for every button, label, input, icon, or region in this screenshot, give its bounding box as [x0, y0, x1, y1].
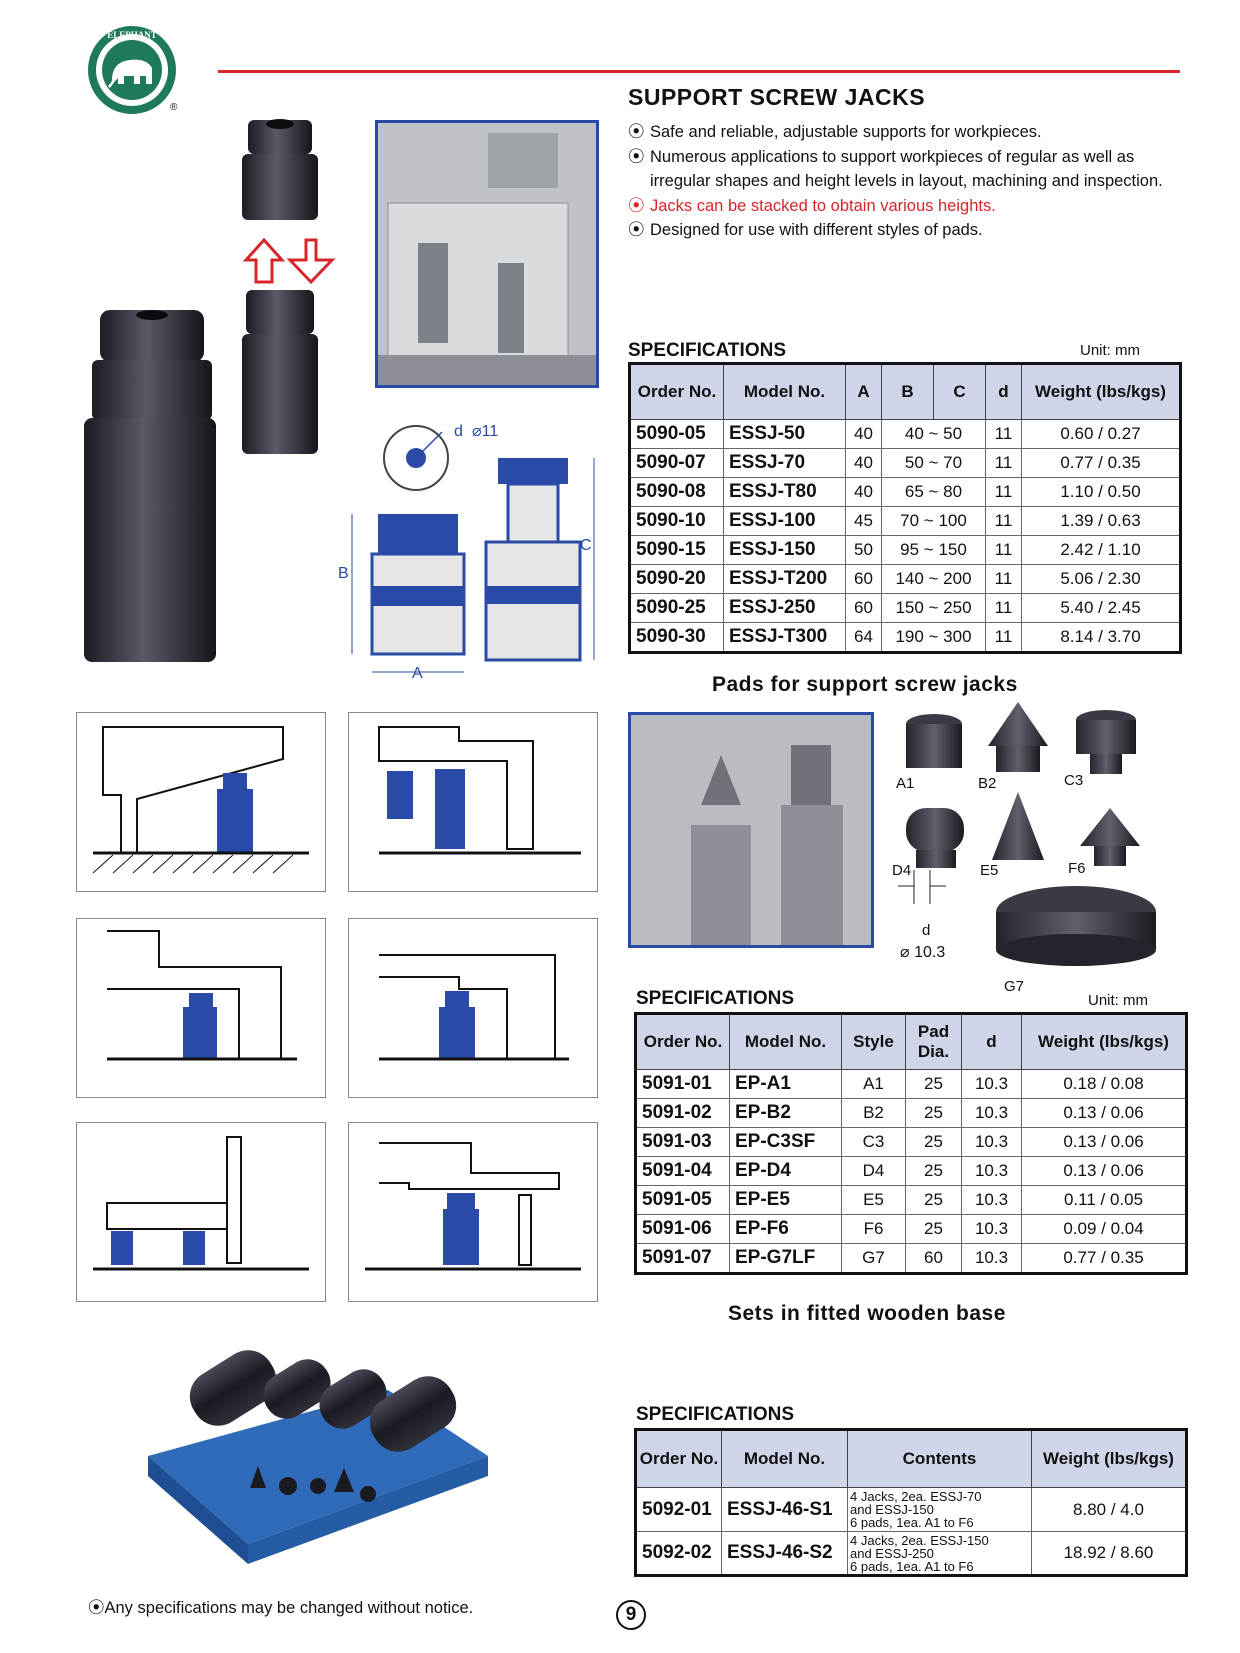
machining-setup-photo — [375, 120, 599, 388]
contents-line: 6 pads, 1ea. A1 to F6 — [850, 1515, 974, 1530]
table-cell: 40 ~ 50 — [882, 420, 986, 449]
table-cell: A1 — [842, 1070, 906, 1099]
sets-section-title: Sets in fitted wooden base — [728, 1302, 1006, 1325]
table-cell: 5092-01 — [636, 1488, 722, 1532]
table-row — [630, 449, 1181, 478]
pad-label: G7 — [1004, 978, 1025, 995]
table-cell: 0.77 / 0.35 — [1022, 449, 1181, 478]
pad-dim-value: ⌀ 10.3 — [900, 944, 946, 961]
application-sketch — [76, 918, 326, 1098]
table-row — [636, 1532, 1187, 1576]
table-cell: 0.09 / 0.04 — [1022, 1215, 1187, 1244]
table-row — [636, 1128, 1187, 1157]
jack-product-photo — [80, 110, 360, 680]
table-cell: ESSJ-100 — [724, 507, 846, 536]
table-cell: 5091-02 — [636, 1099, 730, 1128]
table-cell: 40 — [846, 449, 882, 478]
table-cell: ESSJ-46-S2 — [722, 1532, 848, 1576]
application-sketch — [348, 1122, 598, 1302]
table-cell: 0.60 / 0.27 — [1022, 420, 1181, 449]
table-cell: 10.3 — [962, 1157, 1022, 1186]
dim-a-label: A — [412, 665, 423, 680]
registered-mark: ® — [170, 102, 178, 113]
table-cell: 11 — [986, 507, 1022, 536]
table-cell: 5091-05 — [636, 1186, 730, 1215]
application-sketch — [348, 712, 598, 892]
table-cell: EP-D4 — [730, 1157, 842, 1186]
table-cell: 60 — [846, 594, 882, 623]
table-cell: 60 — [906, 1244, 962, 1274]
table-cell: 5.06 / 2.30 — [1022, 565, 1181, 594]
pad-label: B2 — [978, 775, 997, 792]
table-row — [636, 1099, 1187, 1128]
table-cell: 0.18 / 0.08 — [1022, 1070, 1187, 1099]
pads-unit: Unit: mm — [1088, 992, 1148, 1009]
page-title: SUPPORT SCREW JACKS — [628, 84, 926, 110]
table-cell: 0.13 / 0.06 — [1022, 1099, 1187, 1128]
table-cell: 150 ~ 250 — [882, 594, 986, 623]
application-sketch — [76, 1122, 326, 1302]
table-cell: ESSJ-150 — [724, 536, 846, 565]
contents-line: 6 pads, 1ea. A1 to F6 — [850, 1558, 974, 1574]
table-cell: 11 — [986, 420, 1022, 449]
table-row — [636, 1070, 1187, 1099]
table-header-row: Order No. Model No. A B C d Weight (lbs/kgs) — [630, 364, 1181, 420]
pads-spec-heading: SPECIFICATIONS — [636, 988, 794, 1009]
pad-dim-d: d — [922, 922, 931, 939]
table-row — [636, 1186, 1187, 1215]
table-cell: 5090-15 — [630, 536, 724, 565]
table-row — [630, 507, 1181, 536]
table-cell: 10.3 — [962, 1244, 1022, 1274]
table-cell: 11 — [986, 594, 1022, 623]
table-row — [630, 565, 1181, 594]
table-cell: EP-C3SF — [730, 1128, 842, 1157]
table-cell: 5.40 / 2.45 — [1022, 594, 1181, 623]
table-cell: 0.11 / 0.05 — [1022, 1186, 1187, 1215]
jacks-unit: Unit: mm — [1080, 342, 1140, 359]
table-cell: EP-A1 — [730, 1070, 842, 1099]
table-cell: EP-F6 — [730, 1215, 842, 1244]
table-cell: ESSJ-T200 — [724, 565, 846, 594]
application-sketch — [76, 712, 326, 892]
table-cell: EP-E5 — [730, 1186, 842, 1215]
table-cell: 11 — [986, 536, 1022, 565]
table-cell: 10.3 — [962, 1099, 1022, 1128]
d-value: ⌀11 — [472, 423, 499, 440]
table-cell: 0.13 / 0.06 — [1022, 1157, 1187, 1186]
table-cell: 65 ~ 80 — [882, 478, 986, 507]
header-rule — [218, 70, 1180, 73]
d-label: d — [454, 423, 463, 440]
table-cell: D4 — [842, 1157, 906, 1186]
table-cell: 140 ~ 200 — [882, 565, 986, 594]
table-cell: 0.13 / 0.06 — [1022, 1128, 1187, 1157]
pad-label: E5 — [980, 862, 999, 879]
table-cell: 2.42 / 1.10 — [1022, 536, 1181, 565]
table-row — [636, 1488, 1187, 1532]
table-cell: 0.77 / 0.35 — [1022, 1244, 1187, 1274]
table-cell: 10.3 — [962, 1128, 1022, 1157]
table-cell: 64 — [846, 623, 882, 653]
table-cell: 50 — [846, 536, 882, 565]
table-cell: E5 — [842, 1186, 906, 1215]
table-cell: 5090-08 — [630, 478, 724, 507]
table-cell: 70 ~ 100 — [882, 507, 986, 536]
table-cell: 25 — [906, 1215, 962, 1244]
table-cell: 25 — [906, 1128, 962, 1157]
contents-line: and ESSJ-250 — [850, 1545, 934, 1561]
table-cell: 1.39 / 0.63 — [1022, 507, 1181, 536]
table-cell: 95 ~ 150 — [882, 536, 986, 565]
application-sketch — [348, 918, 598, 1098]
table-cell: ESSJ-70 — [724, 449, 846, 478]
table-cell: 5091-07 — [636, 1244, 730, 1274]
elephant-logo — [86, 24, 178, 116]
table-cell: 10.3 — [962, 1186, 1022, 1215]
wooden-base-set-photo — [138, 1336, 498, 1570]
bullet-icon: ⦿ — [628, 123, 645, 141]
table-cell-contents — [848, 1488, 1032, 1532]
table-cell: 50 ~ 70 — [882, 449, 986, 478]
dimension-diagram — [330, 410, 610, 680]
table-cell: 5091-03 — [636, 1128, 730, 1157]
table-row — [630, 623, 1181, 653]
table-cell: 5091-01 — [636, 1070, 730, 1099]
table-cell: 190 ~ 300 — [882, 623, 986, 653]
table-cell: 11 — [986, 623, 1022, 653]
table-cell: 8.80 / 4.0 — [1032, 1488, 1187, 1532]
bullet-icon: ⦿ — [628, 147, 645, 166]
table-cell: 11 — [986, 565, 1022, 594]
logo-text: ELEPHANT — [107, 30, 157, 40]
table-row — [630, 478, 1181, 507]
table-cell: 11 — [986, 478, 1022, 507]
feature-item: ⦿ Numerous applications to support workpieces of regular as well as irregular shapes and height levels in layout, machining and inspection. — [628, 145, 1188, 194]
table-cell: ESSJ-T300 — [724, 623, 846, 653]
table-cell: 60 — [846, 565, 882, 594]
pads-section-title: Pads for support screw jacks — [712, 673, 1018, 696]
pad-label: F6 — [1068, 860, 1086, 877]
table-row — [630, 536, 1181, 565]
table-cell: 25 — [906, 1099, 962, 1128]
table-cell: G7 — [842, 1244, 906, 1274]
table-cell: B2 — [842, 1099, 906, 1128]
jacks-spec-table — [628, 362, 1182, 654]
jacks-spec-heading: SPECIFICATIONS — [628, 340, 786, 361]
table-cell: EP-G7LF — [730, 1244, 842, 1274]
bullet-icon: ⦿ — [628, 221, 645, 239]
table-header-row: Order No. Model No. Style Pad Dia. d Weight (lbs/kgs) — [636, 1014, 1187, 1070]
table-cell: 5090-05 — [630, 420, 724, 449]
table-cell-contents — [848, 1532, 1032, 1576]
table-cell: 5090-10 — [630, 507, 724, 536]
page-number: 9 — [616, 1600, 646, 1630]
feature-list — [628, 120, 1188, 243]
table-cell: F6 — [842, 1215, 906, 1244]
table-cell: 40 — [846, 478, 882, 507]
contents-line: and ESSJ-150 — [850, 1502, 934, 1517]
table-cell: EP-B2 — [730, 1099, 842, 1128]
table-cell: 40 — [846, 420, 882, 449]
table-cell: ESSJ-46-S1 — [722, 1488, 848, 1532]
table-cell: 8.14 / 3.70 — [1022, 623, 1181, 653]
table-cell: 11 — [986, 449, 1022, 478]
table-header-row: Order No. Model No. Contents Weight (lbs/kgs) — [636, 1430, 1187, 1488]
pads-spec-table — [634, 1012, 1188, 1275]
pad-label: C3 — [1064, 772, 1084, 789]
dim-c-label: C — [580, 537, 592, 554]
table-cell: 10.3 — [962, 1215, 1022, 1244]
table-cell: ESSJ-T80 — [724, 478, 846, 507]
pads-in-use-photo — [628, 712, 874, 948]
contents-line: 4 Jacks, 2ea. ESSJ-70 — [850, 1489, 982, 1504]
table-cell: 5090-20 — [630, 565, 724, 594]
table-cell: 5090-07 — [630, 449, 724, 478]
table-cell: 10.3 — [962, 1070, 1022, 1099]
table-row — [636, 1244, 1187, 1274]
table-cell: C3 — [842, 1128, 906, 1157]
table-cell: 25 — [906, 1157, 962, 1186]
table-row — [630, 594, 1181, 623]
table-cell: 18.92 / 8.60 — [1032, 1532, 1187, 1576]
feature-item: ⦿ Designed for use with different styles of pads. — [628, 218, 1188, 243]
contents-line: 4 Jacks, 2ea. ESSJ-150 — [850, 1532, 989, 1548]
table-cell: 5090-30 — [630, 623, 724, 653]
table-cell: 1.10 / 0.50 — [1022, 478, 1181, 507]
pad-label: D4 — [892, 862, 912, 879]
bullet-icon: ⦿ — [628, 196, 645, 215]
table-row — [636, 1215, 1187, 1244]
sets-spec-table — [634, 1428, 1188, 1577]
table-cell: 5091-04 — [636, 1157, 730, 1186]
feature-item-highlight: ⦿ Jacks can be stacked to obtain various heights. — [628, 194, 1188, 219]
footnote: ⦿Any specifications may be changed without notice. — [88, 1599, 474, 1617]
table-cell: ESSJ-250 — [724, 594, 846, 623]
table-cell: ESSJ-50 — [724, 420, 846, 449]
table-cell: 5091-06 — [636, 1215, 730, 1244]
sets-spec-heading: SPECIFICATIONS — [636, 1404, 794, 1425]
table-row — [630, 420, 1181, 449]
table-cell: 45 — [846, 507, 882, 536]
table-cell: 5092-02 — [636, 1532, 722, 1576]
table-row — [636, 1157, 1187, 1186]
dim-b-label: B — [338, 565, 349, 582]
pad-label: A1 — [896, 775, 915, 792]
table-cell: 25 — [906, 1070, 962, 1099]
table-cell: 5090-25 — [630, 594, 724, 623]
feature-item: ⦿ Safe and reliable, adjustable supports for workpieces. — [628, 120, 1188, 145]
table-cell: 25 — [906, 1186, 962, 1215]
bullet-icon: ⦿ — [88, 1599, 105, 1617]
